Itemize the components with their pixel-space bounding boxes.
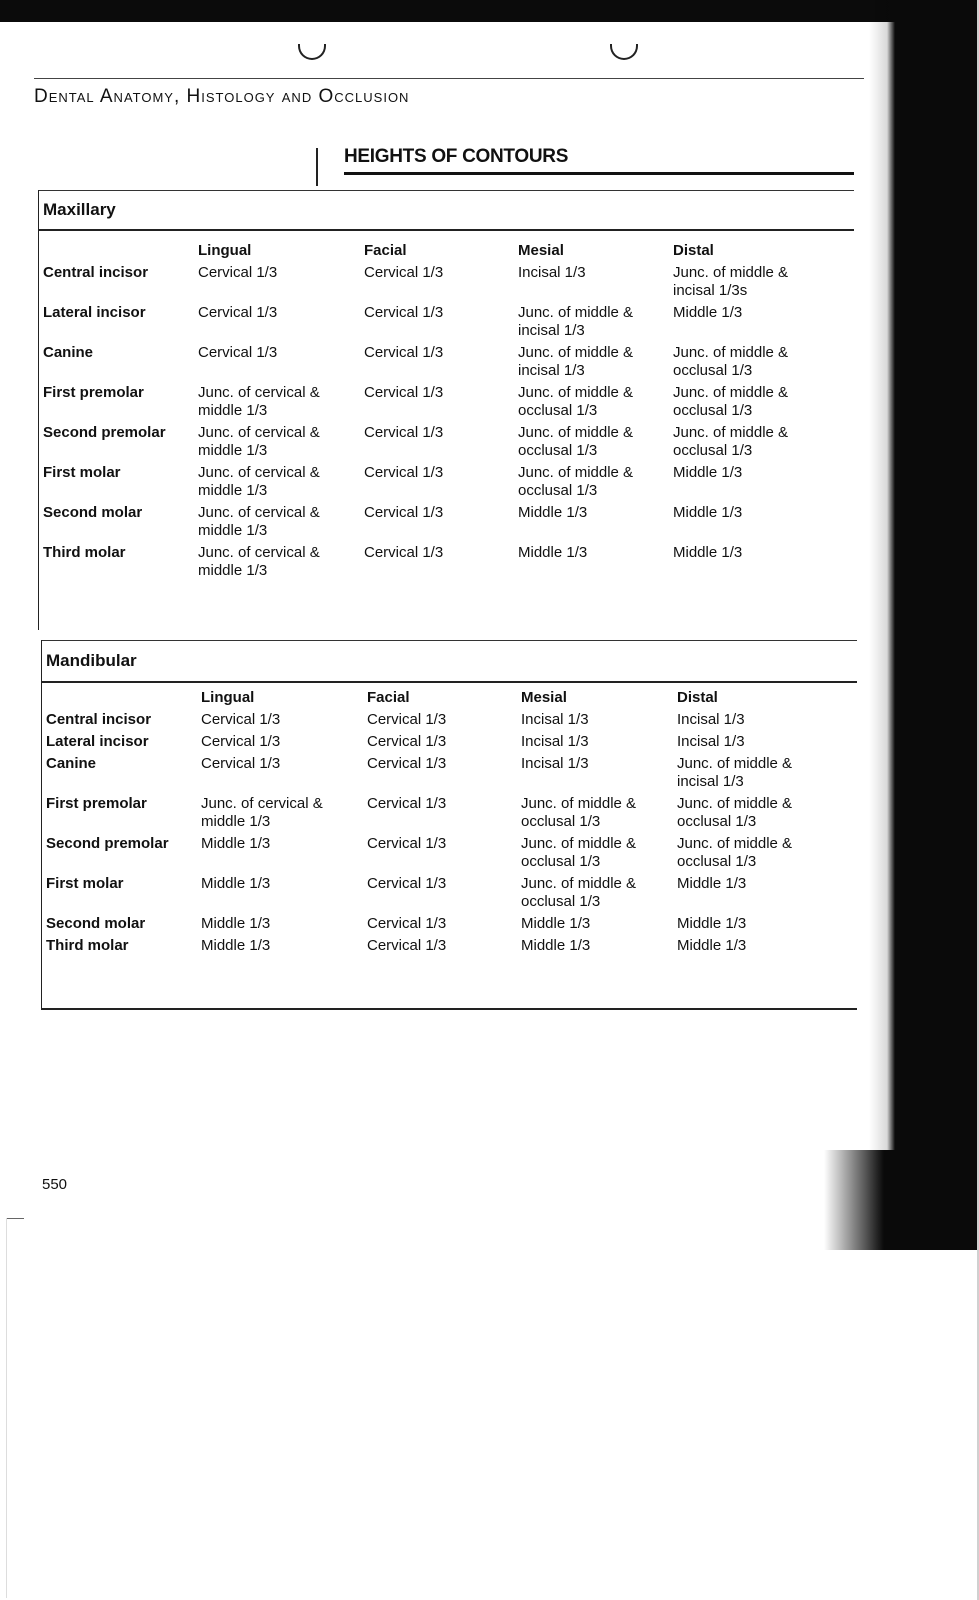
tooth-name: Lateral incisor [43, 304, 146, 321]
facial-cell: Cervical 1/3 [364, 544, 444, 561]
maxillary-table [43, 242, 823, 584]
mesial-cell: Middle 1/3 [521, 915, 591, 932]
mesial-cell: Junc. of middle & occlusal 1/3 [518, 384, 634, 419]
distal-cell: Middle 1/3 [673, 304, 743, 321]
mesial-cell: Junc. of middle & occlusal 1/3 [518, 424, 634, 459]
lingual-cell: Junc. of cervical & middle 1/3 [201, 795, 323, 830]
distal-cell: Middle 1/3 [673, 504, 743, 521]
title-underline [344, 172, 854, 175]
running-head-rule [34, 78, 864, 79]
lingual-cell: Junc. of cervical & middle 1/3 [198, 504, 320, 539]
tooth-name: Canine [43, 344, 94, 361]
facial-cell: Cervical 1/3 [364, 504, 444, 521]
distal-cell: Incisal 1/3 [677, 733, 745, 750]
lingual-cell: Middle 1/3 [201, 937, 271, 954]
table-row [46, 795, 827, 835]
lingual-cell: Junc. of cervical & middle 1/3 [198, 544, 320, 579]
column-header-distal: Distal [677, 689, 718, 706]
distal-cell: Middle 1/3 [677, 937, 747, 954]
lingual-cell: Junc. of cervical & middle 1/3 [198, 464, 320, 499]
table-row [43, 424, 823, 464]
table-header-row [43, 242, 823, 264]
page-title: HEIGHTS OF CONTOURS [344, 146, 569, 167]
lingual-cell: Cervical 1/3 [198, 264, 278, 281]
column-header-lingual: Lingual [198, 242, 252, 259]
tooth-name: Lateral incisor [46, 733, 149, 750]
column-header-tooth [46, 689, 201, 711]
distal-cell: Junc. of middle & incisal 1/3s [673, 264, 789, 299]
facial-cell: Cervical 1/3 [367, 755, 447, 772]
distal-cell: Incisal 1/3 [677, 711, 745, 728]
lingual-cell: Middle 1/3 [201, 875, 271, 892]
mesial-cell: Incisal 1/3 [521, 755, 589, 772]
binder-hook-icon [610, 44, 638, 60]
tooth-name: Second premolar [46, 835, 169, 852]
mesial-cell: Middle 1/3 [521, 937, 591, 954]
tooth-name: First premolar [46, 795, 147, 812]
maxillary-section [38, 190, 854, 630]
tooth-name: First molar [46, 875, 124, 892]
tooth-name: Central incisor [46, 711, 152, 728]
maxillary-heading: Maxillary [43, 200, 116, 219]
scan-binding-shadow [869, 0, 979, 1250]
lingual-cell: Middle 1/3 [201, 915, 271, 932]
section-top-rule [42, 640, 857, 641]
distal-cell: Junc. of middle & occlusal 1/3 [673, 424, 789, 459]
facial-cell: Cervical 1/3 [364, 304, 444, 321]
mandibular-table [46, 689, 827, 959]
title-bar [316, 148, 318, 186]
table-row [46, 711, 827, 733]
facial-cell: Cervical 1/3 [367, 875, 447, 892]
column-header-mesial: Mesial [518, 242, 564, 259]
table-header-row [46, 689, 827, 711]
lingual-cell: Middle 1/3 [201, 835, 271, 852]
distal-cell: Junc. of middle & occlusal 1/3 [677, 795, 793, 830]
scan-corner-line [6, 1218, 7, 1598]
mesial-cell: Junc. of middle & incisal 1/3 [518, 344, 634, 379]
mesial-cell: Incisal 1/3 [521, 733, 589, 750]
lingual-cell: Cervical 1/3 [201, 755, 281, 772]
lingual-cell: Cervical 1/3 [201, 733, 281, 750]
facial-cell: Cervical 1/3 [364, 464, 444, 481]
facial-cell: Cervical 1/3 [364, 264, 444, 281]
mandibular-section [41, 640, 857, 1010]
section-top-rule [39, 190, 854, 191]
column-header-lingual: Lingual [201, 689, 255, 706]
column-header-distal: Distal [673, 242, 714, 259]
distal-cell: Junc. of middle & incisal 1/3 [677, 755, 793, 790]
column-header-mesial: Mesial [521, 689, 567, 706]
scan-corner-mark [6, 1218, 24, 1219]
tooth-name: Third molar [46, 937, 129, 954]
distal-cell: Junc. of middle & occlusal 1/3 [673, 344, 789, 379]
tooth-name: Second molar [43, 504, 143, 521]
lingual-cell: Cervical 1/3 [198, 304, 278, 321]
column-header-facial: Facial [367, 689, 410, 706]
section-bottom-rule [42, 1008, 857, 1010]
scan-binding-shadow-lower [824, 1150, 979, 1250]
binder-hook-icon [298, 44, 326, 60]
facial-cell: Cervical 1/3 [364, 424, 444, 441]
lingual-cell: Cervical 1/3 [198, 344, 278, 361]
mesial-cell: Junc. of middle & occlusal 1/3 [521, 795, 637, 830]
facial-cell: Cervical 1/3 [367, 733, 447, 750]
table-row [43, 304, 823, 344]
scan-top-shadow [0, 0, 945, 22]
table-row [46, 937, 827, 959]
tooth-name: First molar [43, 464, 121, 481]
mesial-cell: Incisal 1/3 [518, 264, 586, 281]
distal-cell: Junc. of middle & occlusal 1/3 [673, 384, 789, 419]
running-head: Dental Anatomy, Histology and Occlusion [34, 86, 410, 107]
table-row [46, 733, 827, 755]
distal-cell: Middle 1/3 [673, 544, 743, 561]
table-row [43, 384, 823, 424]
table-row [43, 344, 823, 384]
facial-cell: Cervical 1/3 [367, 835, 447, 852]
tooth-name: Third molar [43, 544, 126, 561]
lingual-cell: Cervical 1/3 [201, 711, 281, 728]
table-row [46, 875, 827, 915]
lingual-cell: Junc. of cervical & middle 1/3 [198, 424, 320, 459]
mesial-cell: Middle 1/3 [518, 504, 588, 521]
table-row [46, 835, 827, 875]
page-number: 550 [42, 1176, 68, 1193]
tooth-name: Central incisor [43, 264, 149, 281]
table-row [43, 504, 823, 544]
distal-cell: Junc. of middle & occlusal 1/3 [677, 835, 793, 870]
mesial-cell: Middle 1/3 [518, 544, 588, 561]
facial-cell: Cervical 1/3 [367, 937, 447, 954]
distal-cell: Middle 1/3 [673, 464, 743, 481]
section-heading-rule [42, 681, 857, 683]
mesial-cell: Junc. of middle & occlusal 1/3 [521, 875, 637, 910]
distal-cell: Middle 1/3 [677, 875, 747, 892]
mandibular-heading: Mandibular [46, 651, 137, 670]
tooth-name: Second premolar [43, 424, 166, 441]
table-row [43, 264, 823, 304]
tooth-name: Canine [46, 755, 97, 772]
table-row [43, 464, 823, 504]
column-header-tooth [43, 242, 198, 264]
lingual-cell: Junc. of cervical & middle 1/3 [198, 384, 320, 419]
mesial-cell: Incisal 1/3 [521, 711, 589, 728]
section-heading-rule [39, 229, 854, 231]
mesial-cell: Junc. of middle & incisal 1/3 [518, 304, 634, 339]
column-header-facial: Facial [364, 242, 407, 259]
distal-cell: Middle 1/3 [677, 915, 747, 932]
table-row [43, 544, 823, 584]
tooth-name: First premolar [43, 384, 144, 401]
facial-cell: Cervical 1/3 [367, 711, 447, 728]
table-row [46, 915, 827, 937]
mesial-cell: Junc. of middle & occlusal 1/3 [518, 464, 634, 499]
mesial-cell: Junc. of middle & occlusal 1/3 [521, 835, 637, 870]
facial-cell: Cervical 1/3 [364, 344, 444, 361]
tooth-name: Second molar [46, 915, 146, 932]
table-row [46, 755, 827, 795]
facial-cell: Cervical 1/3 [367, 915, 447, 932]
facial-cell: Cervical 1/3 [367, 795, 447, 812]
facial-cell: Cervical 1/3 [364, 384, 444, 401]
